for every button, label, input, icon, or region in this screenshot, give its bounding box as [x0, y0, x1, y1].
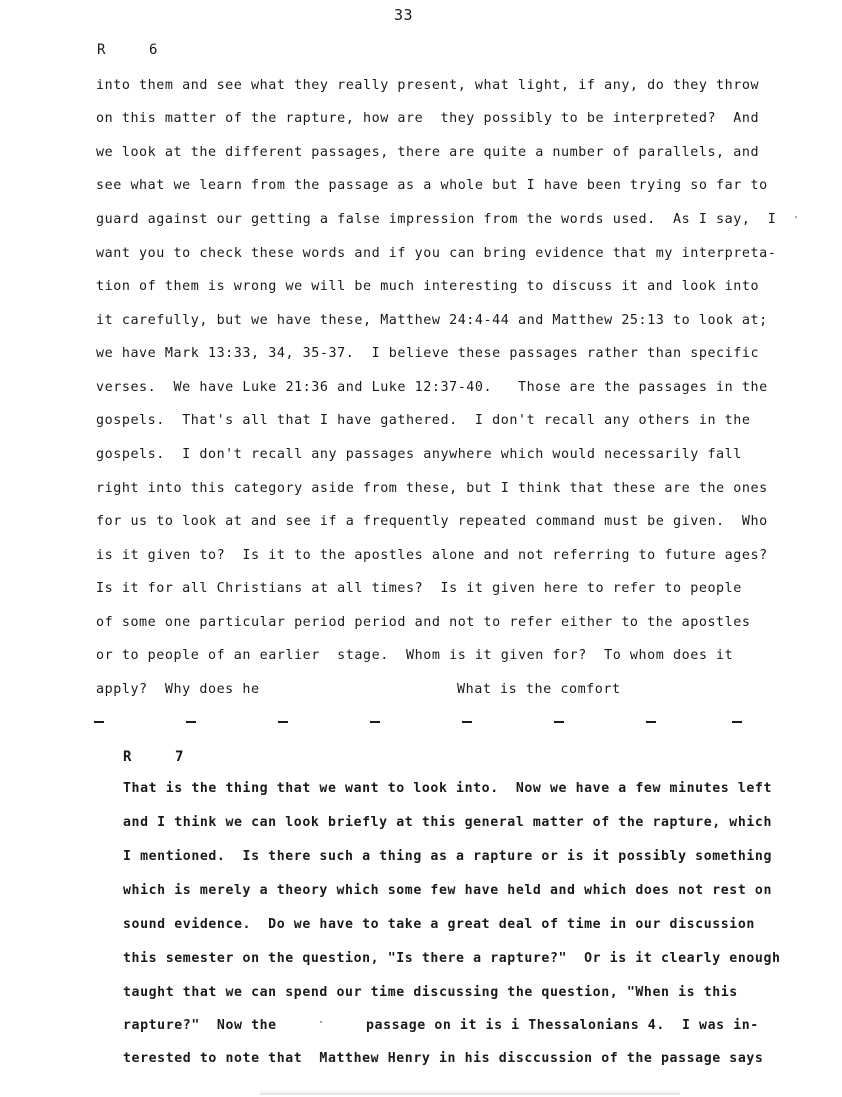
divider-dash — [646, 721, 656, 723]
scan-speck — [795, 216, 797, 218]
body-line: this semester on the question, "Is there a rapture?" Or is it clearly enough — [123, 951, 781, 966]
divider-dash — [94, 721, 104, 723]
body-line: for us to look at and see if a frequently repeated command must be given. Who — [96, 514, 768, 529]
body-line-left-fragment: apply? Why does he — [96, 682, 260, 697]
body-line: it carefully, but we have these, Matthew 24:4-44 and Matthew 25:13 to look at; — [96, 313, 768, 328]
body-line: of some one particular period period and not to refer either to the apostles — [96, 615, 751, 630]
body-line-right-fragment: passage on it is i Thessalonians 4. I was in- — [366, 1018, 759, 1033]
body-line: right into this category aside from these, but I think that these are the ones — [96, 481, 768, 496]
body-line: guard against our getting a false impression from the words used. As I say, I — [96, 212, 777, 227]
body-line: into them and see what they really present, what light, if any, do they throw — [96, 78, 760, 93]
body-line: taught that we can spend our time discussing the question, "When is this — [123, 985, 738, 1000]
divider-dash — [554, 721, 564, 723]
body-line: Is it for all Christians at all times? Is it given here to refer to people — [96, 581, 742, 596]
scan-edge-shadow — [260, 1090, 680, 1095]
body-line-right-fragment: What is the comfort — [457, 682, 621, 697]
body-line: and I think we can look briefly at this general matter of the rapture, which — [123, 815, 773, 830]
body-line: I mentioned. Is there such a thing as a rapture or is it possibly something — [123, 849, 773, 864]
body-line: on this matter of the rapture, how are they possibly to be interpreted? And — [96, 111, 760, 126]
section-r7-letter: R — [123, 749, 133, 765]
body-line: we look at the different passages, there are quite a number of parallels, and — [96, 145, 760, 160]
divider-dash — [370, 721, 380, 723]
body-line: or to people of an earlier stage. Whom is it given for? To whom does it — [96, 648, 734, 663]
body-line: verses. We have Luke 21:36 and Luke 12:37-40. Those are the passages in the — [96, 380, 768, 395]
scan-speck — [320, 1021, 322, 1023]
body-line: gospels. I don't recall any passages anywhere which would necessarily fall — [96, 447, 742, 462]
body-line: which is merely a theory which some few have held and which does not rest on — [123, 883, 773, 898]
body-line: want you to check these words and if you can bring evidence that my interpreta- — [96, 246, 777, 261]
page-number: 33 — [394, 6, 414, 24]
body-line: we have Mark 13:33, 34, 35-37. I believe these passages rather than specific — [96, 346, 760, 361]
section-r6-number: 6 — [149, 42, 159, 58]
body-line: That is the thing that we want to look into. Now we have a few minutes left — [123, 781, 773, 796]
divider-dash — [278, 721, 288, 723]
divider-dash — [186, 721, 196, 723]
section-r6-header — [97, 42, 158, 58]
body-line: is it given to? Is it to the apostles alone and not referring to future ages? — [96, 548, 768, 563]
body-line: sound evidence. Do we have to take a great deal of time in our discussion — [123, 917, 755, 932]
body-line: gospels. That's all that I have gathered. I don't recall any others in the — [96, 413, 751, 428]
section-r7-number: 7 — [175, 749, 185, 765]
body-line: terested to note that Matthew Henry in his disccussion of the passage says — [123, 1051, 764, 1066]
body-line-left-fragment: rapture?" Now the — [123, 1018, 277, 1033]
body-line: see what we learn from the passage as a whole but I have been trying so far to — [96, 178, 768, 193]
divider-dash — [462, 721, 472, 723]
divider-dash — [732, 721, 742, 723]
body-line: tion of them is wrong we will be much interesting to discuss it and look into — [96, 279, 760, 294]
section-r7-header — [123, 749, 184, 765]
section-r6-letter: R — [97, 42, 107, 58]
